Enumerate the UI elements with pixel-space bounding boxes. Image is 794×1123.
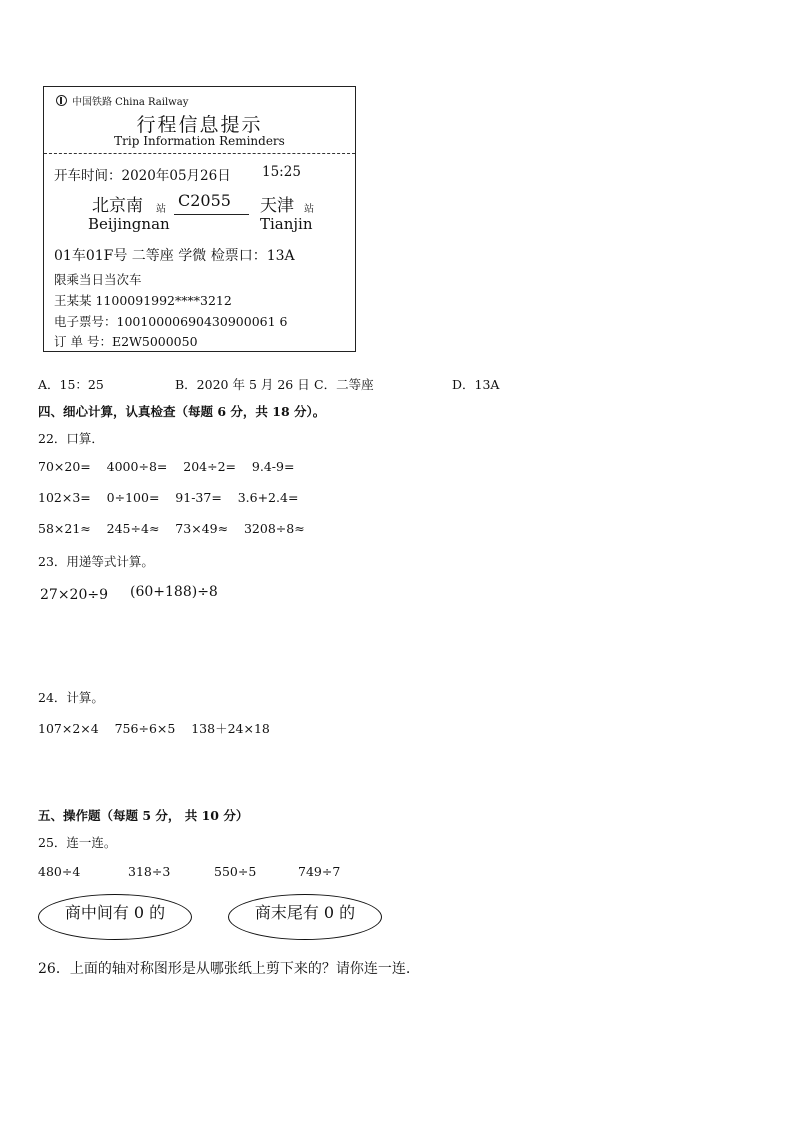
q26-text: 26．上面的轴对称图形是从哪张纸上剪下来的？请你连一连.: [38, 961, 411, 977]
ticket-depart-date: 开车时间：2020年05月26日: [54, 168, 231, 184]
option-c: C．二等座: [314, 377, 374, 392]
oval-middle-zero-label: 商中间有 0 的: [64, 903, 166, 922]
oval-middle-zero[interactable]: [38, 894, 192, 940]
section-4-heading: 四、细心计算，认真检查（每题 6 分，共 18 分）。: [38, 404, 326, 419]
railway-logo-icon: [56, 95, 67, 106]
option-a: A．15：25: [38, 377, 104, 392]
q23-expr-1: 27×20÷9: [40, 587, 108, 603]
section-5-heading: 五、操作题（每题 5 分， 共 10 分）: [38, 808, 249, 823]
ticket-to-en: Tianjin: [260, 215, 313, 233]
q22-title: 22．口算．: [38, 431, 104, 446]
ticket-eticket: 电子票号：10010000690430900061 6: [54, 314, 288, 329]
q25-item-1: 480÷4: [38, 864, 81, 879]
ticket-from-en: Beijingnan: [88, 215, 170, 233]
q25-item-3: 550÷5: [214, 864, 257, 879]
ticket-train-no: C2055: [178, 191, 231, 210]
ticket-station-char-1: 站: [156, 204, 166, 215]
q23-expr-2: (60+188)÷8: [130, 584, 218, 600]
ticket-seat-line: 01车01F号 二等座 学微 检票口：13A: [54, 248, 295, 264]
ticket-from-cn: 北京南: [92, 196, 143, 216]
ticket-title-cn: 行程信息提示: [136, 114, 263, 136]
train-ticket: [43, 86, 356, 352]
option-d: D．13A: [452, 377, 500, 392]
q25-item-4: 749÷7: [298, 864, 341, 879]
ticket-to-cn: 天津: [260, 196, 294, 216]
ticket-order: 订 单 号：E2W5000050: [54, 334, 198, 349]
q22-row-2: 102×3= 0÷100= 91-37= 3.6+2.4=: [38, 490, 299, 505]
ticket-note: 限乘当日当次车: [54, 272, 142, 287]
oval-end-zero-label: 商末尾有 0 的: [254, 903, 356, 922]
q25-title: 25．连一连。: [38, 835, 117, 850]
q24-title: 24．计算。: [38, 690, 104, 705]
ticket-train-underline: [174, 214, 249, 215]
q22-row-3: 58×21≈ 245÷4≈ 73×49≈ 3208÷8≈: [38, 521, 305, 536]
ticket-brand: 中国铁路 China Railway: [72, 97, 189, 108]
ticket-divider: [44, 153, 355, 154]
q24-exprs: 107×2×4 756÷6×5 138＋24×18: [38, 721, 270, 736]
option-b: B．2020 年 5 月 26 日: [175, 377, 310, 392]
oval-end-zero[interactable]: [228, 894, 382, 940]
q25-item-2: 318÷3: [128, 864, 171, 879]
q22-row-1: 70×20= 4000÷8= 204÷2= 9.4-9=: [38, 459, 295, 474]
ticket-station-char-2: 站: [304, 204, 314, 215]
q23-title: 23．用递等式计算。: [38, 554, 154, 569]
ticket-depart-time: 15:25: [262, 164, 301, 180]
ticket-passenger: 王某某 1100091992****3212: [54, 293, 232, 308]
ticket-title-en: Trip Information Reminders: [114, 134, 285, 148]
